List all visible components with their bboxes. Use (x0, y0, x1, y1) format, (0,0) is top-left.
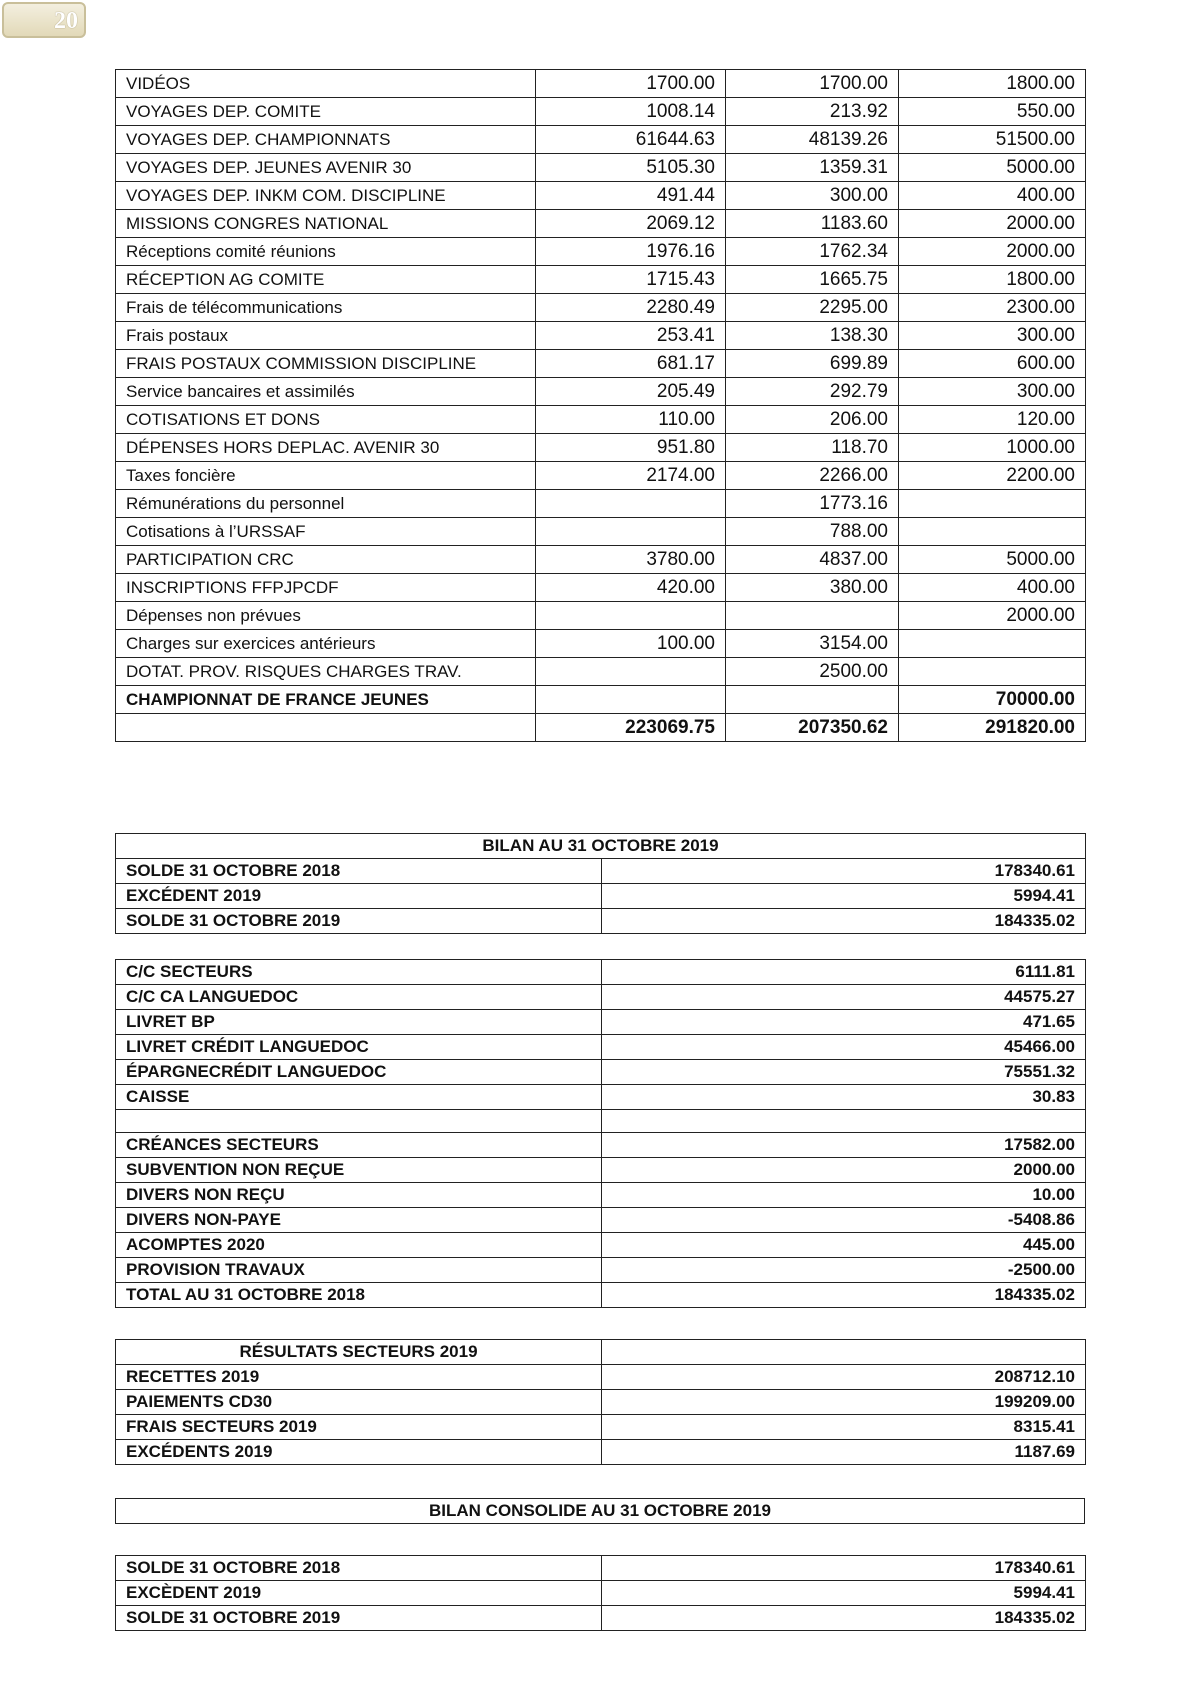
consolide-title-table (115, 1498, 1085, 1524)
row-label: TOTAL AU 31 OCTOBRE 2018 (116, 1283, 602, 1308)
table-row (116, 1183, 1086, 1208)
row-value: 2000.00 (602, 1158, 1086, 1183)
row-value: 45466.00 (602, 1035, 1086, 1060)
value-col-1: 61644.63 (536, 126, 726, 154)
table-row (116, 98, 1086, 126)
row-label: SUBVENTION NON REÇUE (116, 1158, 602, 1183)
table-row (116, 909, 1086, 934)
value-col-1 (536, 602, 726, 630)
row-value: 184335.02 (602, 1606, 1086, 1631)
value-col-1: 951.80 (536, 434, 726, 462)
table-row (116, 1133, 1086, 1158)
value-col-2: 3154.00 (726, 630, 899, 658)
value-col-2: 1762.34 (726, 238, 899, 266)
table-row (116, 1233, 1086, 1258)
value-col-3: 1800.00 (899, 70, 1086, 98)
value-col-1 (536, 518, 726, 546)
table-row (116, 518, 1086, 546)
table-row (116, 238, 1086, 266)
row-label: Frais de télécommunications (116, 294, 536, 322)
row-label: VIDÉOS (116, 70, 536, 98)
value-col-2: 2266.00 (726, 462, 899, 490)
value-col-3: 400.00 (899, 574, 1086, 602)
total-col-3: 291820.00 (899, 714, 1086, 742)
row-label: CRÉANCES SECTEURS (116, 1133, 602, 1158)
row-value: 178340.61 (602, 1556, 1086, 1581)
row-value: 1187.69 (602, 1440, 1086, 1465)
row-value: 445.00 (602, 1233, 1086, 1258)
value-col-1 (536, 686, 726, 714)
row-label: Frais postaux (116, 322, 536, 350)
row-value: 199209.00 (602, 1390, 1086, 1415)
value-col-1: 2174.00 (536, 462, 726, 490)
value-col-3: 70000.00 (899, 686, 1086, 714)
row-value: 75551.32 (602, 1060, 1086, 1085)
row-label: COTISATIONS ET DONS (116, 406, 536, 434)
value-col-1: 5105.30 (536, 154, 726, 182)
row-label: RÉCEPTION AG COMITE (116, 266, 536, 294)
value-col-2 (726, 686, 899, 714)
table-row (116, 378, 1086, 406)
row-label: SOLDE 31 OCTOBRE 2018 (116, 859, 602, 884)
table-row (116, 70, 1086, 98)
row-label: Dépenses non prévues (116, 602, 536, 630)
accounts-table (115, 959, 1086, 1308)
table-row (116, 126, 1086, 154)
table-row (116, 1390, 1086, 1415)
row-label: VOYAGES DEP. INKM COM. DISCIPLINE (116, 182, 536, 210)
table-row (116, 1581, 1086, 1606)
row-value: 178340.61 (602, 859, 1086, 884)
value-col-3: 400.00 (899, 182, 1086, 210)
row-label: DIVERS NON REÇU (116, 1183, 602, 1208)
total-row (116, 714, 1086, 742)
row-label: C/C CA LANGUEDOC (116, 985, 602, 1010)
value-col-3: 2000.00 (899, 238, 1086, 266)
row-label: LIVRET BP (116, 1010, 602, 1035)
value-col-3: 2200.00 (899, 462, 1086, 490)
table-row (116, 1035, 1086, 1060)
total-col-2: 207350.62 (726, 714, 899, 742)
value-col-3: 1800.00 (899, 266, 1086, 294)
row-label: Service bancaires et assimilés (116, 378, 536, 406)
value-col-2: 788.00 (726, 518, 899, 546)
table-row (116, 1158, 1086, 1183)
row-value: 184335.02 (602, 1283, 1086, 1308)
value-col-2: 1700.00 (726, 70, 899, 98)
table-row (116, 1258, 1086, 1283)
table-row (116, 434, 1086, 462)
row-label: INSCRIPTIONS FFPJPCDF (116, 574, 536, 602)
value-col-2: 206.00 (726, 406, 899, 434)
value-col-2: 1773.16 (726, 490, 899, 518)
row-label: Rémunérations du personnel (116, 490, 536, 518)
table-row (116, 490, 1086, 518)
table-row (116, 859, 1086, 884)
value-col-1: 253.41 (536, 322, 726, 350)
row-label: C/C SECTEURS (116, 960, 602, 985)
value-col-1: 420.00 (536, 574, 726, 602)
page-number: 20 (54, 8, 78, 34)
row-label: RECETTES 2019 (116, 1365, 602, 1390)
consolide-table (115, 1555, 1086, 1631)
row-label: EXCÉDENT 2019 (116, 884, 602, 909)
value-col-3: 300.00 (899, 378, 1086, 406)
row-label: SOLDE 31 OCTOBRE 2019 (116, 909, 602, 934)
table-row (116, 294, 1086, 322)
table-row (116, 154, 1086, 182)
spacer-row (116, 1110, 1086, 1133)
table-row (116, 1440, 1086, 1465)
value-col-1: 3780.00 (536, 546, 726, 574)
value-col-2: 1183.60 (726, 210, 899, 238)
row-value: 6111.81 (602, 960, 1086, 985)
value-col-3 (899, 518, 1086, 546)
row-label: DÉPENSES HORS DEPLAC. AVENIR 30 (116, 434, 536, 462)
value-col-2: 380.00 (726, 574, 899, 602)
row-label: ACOMPTES 2020 (116, 1233, 602, 1258)
table-row (116, 462, 1086, 490)
value-col-2: 300.00 (726, 182, 899, 210)
row-label: EXCÈDENT 2019 (116, 1581, 602, 1606)
expense-table (115, 69, 1086, 742)
value-col-3: 300.00 (899, 322, 1086, 350)
table-row (116, 985, 1086, 1010)
value-col-3: 600.00 (899, 350, 1086, 378)
row-value: 44575.27 (602, 985, 1086, 1010)
row-label: DOTAT. PROV. RISQUES CHARGES TRAV. (116, 658, 536, 686)
row-value: -2500.00 (602, 1258, 1086, 1283)
row-label: PROVISION TRAVAUX (116, 1258, 602, 1283)
table-row (116, 630, 1086, 658)
row-label: MISSIONS CONGRES NATIONAL (116, 210, 536, 238)
value-col-2: 118.70 (726, 434, 899, 462)
resultats-title-row (116, 1340, 1086, 1365)
value-col-1: 1700.00 (536, 70, 726, 98)
value-col-2: 48139.26 (726, 126, 899, 154)
row-label: VOYAGES DEP. CHAMPIONNATS (116, 126, 536, 154)
bilan-title: BILAN AU 31 OCTOBRE 2019 (116, 834, 1086, 859)
value-col-3: 5000.00 (899, 546, 1086, 574)
table-row (116, 182, 1086, 210)
table-row (116, 1415, 1086, 1440)
value-col-2: 2295.00 (726, 294, 899, 322)
table-row (116, 1010, 1086, 1035)
value-col-1: 681.17 (536, 350, 726, 378)
row-label: VOYAGES DEP. JEUNES AVENIR 30 (116, 154, 536, 182)
table-row (116, 602, 1086, 630)
value-col-2: 699.89 (726, 350, 899, 378)
consolide-title-row (116, 1499, 1085, 1524)
row-label: Charges sur exercices antérieurs (116, 630, 536, 658)
table-row (116, 574, 1086, 602)
value-col-3: 5000.00 (899, 154, 1086, 182)
value-col-1: 2280.49 (536, 294, 726, 322)
value-col-3: 2000.00 (899, 602, 1086, 630)
table-row (116, 1556, 1086, 1581)
table-row (116, 1085, 1086, 1110)
value-col-2: 138.30 (726, 322, 899, 350)
resultats-table (115, 1339, 1086, 1465)
value-col-3: 2300.00 (899, 294, 1086, 322)
value-col-3 (899, 630, 1086, 658)
table-row (116, 884, 1086, 909)
row-label: CAISSE (116, 1085, 602, 1110)
table-row (116, 210, 1086, 238)
table-row (116, 1283, 1086, 1308)
value-col-3: 550.00 (899, 98, 1086, 126)
table-row (116, 960, 1086, 985)
row-value: 30.83 (602, 1085, 1086, 1110)
value-col-3 (899, 490, 1086, 518)
value-col-2: 292.79 (726, 378, 899, 406)
table-row (116, 686, 1086, 714)
value-col-1: 205.49 (536, 378, 726, 406)
value-col-1 (536, 490, 726, 518)
value-col-3: 120.00 (899, 406, 1086, 434)
row-label: EXCÉDENTS 2019 (116, 1440, 602, 1465)
value-col-1: 1715.43 (536, 266, 726, 294)
value-col-2: 4837.00 (726, 546, 899, 574)
row-value: 5994.41 (602, 884, 1086, 909)
row-label: Taxes foncière (116, 462, 536, 490)
value-col-1: 491.44 (536, 182, 726, 210)
spacer-cell (116, 1110, 602, 1133)
row-value: 184335.02 (602, 909, 1086, 934)
value-col-1: 100.00 (536, 630, 726, 658)
row-value: 10.00 (602, 1183, 1086, 1208)
value-col-3: 2000.00 (899, 210, 1086, 238)
row-label: Réceptions comité réunions (116, 238, 536, 266)
row-value: 5994.41 (602, 1581, 1086, 1606)
resultats-title: RÉSULTATS SECTEURS 2019 (116, 1340, 602, 1365)
resultats-title-empty (602, 1340, 1086, 1365)
consolide-title: BILAN CONSOLIDE AU 31 OCTOBRE 2019 (116, 1499, 1085, 1524)
table-row (116, 546, 1086, 574)
row-label: PAIEMENTS CD30 (116, 1390, 602, 1415)
row-value: 471.65 (602, 1010, 1086, 1035)
table-row (116, 266, 1086, 294)
row-value: 17582.00 (602, 1133, 1086, 1158)
row-value: -5408.86 (602, 1208, 1086, 1233)
row-label: LIVRET CRÉDIT LANGUEDOC (116, 1035, 602, 1060)
table-row (116, 1060, 1086, 1085)
bilan-title-row (116, 834, 1086, 859)
total-label (116, 714, 536, 742)
value-col-2: 1665.75 (726, 266, 899, 294)
bilan-table (115, 833, 1086, 934)
row-label: VOYAGES DEP. COMITE (116, 98, 536, 126)
value-col-2: 213.92 (726, 98, 899, 126)
row-label: SOLDE 31 OCTOBRE 2019 (116, 1606, 602, 1631)
value-col-1: 1976.16 (536, 238, 726, 266)
total-col-1: 223069.75 (536, 714, 726, 742)
value-col-1 (536, 658, 726, 686)
row-label: FRAIS SECTEURS 2019 (116, 1415, 602, 1440)
row-label: FRAIS POSTAUX COMMISSION DISCIPLINE (116, 350, 536, 378)
row-label: ÉPARGNECRÉDIT LANGUEDOC (116, 1060, 602, 1085)
table-row (116, 1208, 1086, 1233)
page-number-badge (2, 2, 86, 38)
row-label: CHAMPIONNAT DE FRANCE JEUNES (116, 686, 536, 714)
table-row (116, 322, 1086, 350)
table-row (116, 350, 1086, 378)
row-label: Cotisations à l’URSSAF (116, 518, 536, 546)
row-value: 8315.41 (602, 1415, 1086, 1440)
value-col-2 (726, 602, 899, 630)
row-label: PARTICIPATION CRC (116, 546, 536, 574)
value-col-3: 1000.00 (899, 434, 1086, 462)
spacer-cell (602, 1110, 1086, 1133)
row-label: SOLDE 31 OCTOBRE 2018 (116, 1556, 602, 1581)
value-col-1: 1008.14 (536, 98, 726, 126)
value-col-2: 2500.00 (726, 658, 899, 686)
value-col-1: 110.00 (536, 406, 726, 434)
value-col-1: 2069.12 (536, 210, 726, 238)
table-row (116, 658, 1086, 686)
table-row (116, 1606, 1086, 1631)
value-col-2: 1359.31 (726, 154, 899, 182)
table-row (116, 1365, 1086, 1390)
table-row (116, 406, 1086, 434)
row-value: 208712.10 (602, 1365, 1086, 1390)
value-col-3: 51500.00 (899, 126, 1086, 154)
value-col-3 (899, 658, 1086, 686)
row-label: DIVERS NON-PAYE (116, 1208, 602, 1233)
